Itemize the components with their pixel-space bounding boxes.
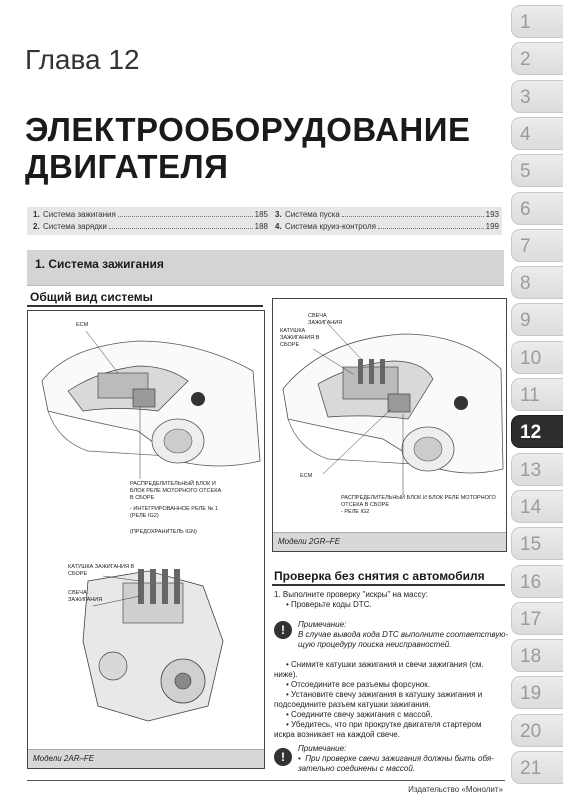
chapter-tab[interactable]: 21 xyxy=(511,751,563,784)
figure-caption: Модели 2AR–FE xyxy=(28,749,264,768)
coil-label: КАТУШКА ЗАЖИГАНИЯ В СБОРЕ xyxy=(280,328,320,348)
note-2-text: • При проверке свечи зажигания должны быть обя- зательно соединены с массой. xyxy=(298,754,494,773)
coil-label: КАТУШКА ЗАЖИГАНИЯ В СБОРЕ xyxy=(68,564,135,577)
chapter-tab[interactable]: 5 xyxy=(511,154,563,187)
chapter-tab[interactable]: 11 xyxy=(511,378,563,411)
figure-2gr-fe xyxy=(272,298,507,552)
toc-item[interactable]: 4. Система круиз-контроля 199 xyxy=(275,222,499,231)
note-1-title: Примечание: xyxy=(298,620,347,629)
chapter-tab[interactable]: 13 xyxy=(511,453,563,486)
ecm-label: ECM xyxy=(300,473,313,479)
bullet-text: • Снимите катушки зажигания и свечи зажигания (см. xyxy=(286,660,484,669)
overview-heading: Общий вид системы xyxy=(30,290,153,304)
bullet-text: ниже). xyxy=(274,670,298,679)
publisher: Издательство «Монолит» xyxy=(408,785,503,794)
chapter-tab[interactable]: 10 xyxy=(511,341,563,374)
chapter-tab[interactable]: 14 xyxy=(511,490,563,523)
chapter-label: Глава 12 xyxy=(25,44,140,75)
chapter-tabs xyxy=(511,0,565,800)
heading-underline xyxy=(27,305,263,307)
chapter-tab[interactable]: 19 xyxy=(511,676,563,709)
chapter-tab[interactable]: 6 xyxy=(511,192,563,225)
spark-plug-label: СВЕЧА ЗАЖИГАНИЯ xyxy=(308,313,343,326)
chapter-tab[interactable]: 9 xyxy=(511,303,563,336)
ecm-label: ECM xyxy=(76,322,89,328)
note-icon: ! xyxy=(274,748,292,766)
chapter-tab[interactable]: 16 xyxy=(511,565,563,598)
title-line-2: ДВИГАТЕЛЯ xyxy=(25,148,229,185)
note-1-text: В случае вывода кода DTC выполните соответствую- щую процедуру поиска неисправностей. xyxy=(298,630,509,649)
note-2-title: Примечание: xyxy=(298,744,347,753)
table-of-contents xyxy=(27,207,502,235)
check-heading: Проверка без снятия с автомобиля xyxy=(274,569,485,583)
figure-caption: Модели 2GR–FE xyxy=(273,532,506,551)
section-heading-bar xyxy=(27,250,504,286)
chapter-tab[interactable]: 7 xyxy=(511,229,563,262)
relay-block-label: РАСПРЕДЕЛИТЕЛЬНЫЙ БЛОК И БЛОК РЕЛЕ МОТОРНОГО ОТСЕКА В СБОРЕ - РЕЛЕ IG2 xyxy=(341,495,496,515)
chapter-tab[interactable]: 1 xyxy=(511,5,563,38)
footer-divider xyxy=(27,780,505,781)
chapter-tab[interactable]: 3 xyxy=(511,80,563,113)
note-icon: ! xyxy=(274,621,292,639)
spark-plug-label: СВЕЧА ЗАЖИГАНИЯ xyxy=(68,590,103,603)
toc-item[interactable]: 3. Система пуска 193 xyxy=(275,210,499,219)
bullet-text: • Убедитесь, что при прокрутке двигателя стартером xyxy=(286,720,482,729)
bullet-text: • Соедините свечу зажигания с массой. xyxy=(286,710,433,719)
chapter-tab[interactable]: 8 xyxy=(511,266,563,299)
step-1-bullet: • Проверьте коды DTC. xyxy=(286,600,372,609)
toc-item[interactable]: 1. Система зажигания 185 xyxy=(33,210,268,219)
title-line-1: ЭЛЕКТРООБОРУДОВАНИЕ xyxy=(25,111,471,148)
chapter-tab[interactable]: 18 xyxy=(511,639,563,672)
toc-item[interactable]: 2. Система зарядки 188 xyxy=(33,222,268,231)
section-title: 1. Система зажигания xyxy=(35,257,164,271)
fuse-ign-label: (ПРЕДОХРАНИТЕЛЬ IGN) xyxy=(130,529,197,535)
page-title xyxy=(25,111,485,185)
bullet-text: • Отсоедините все разъемы форсунок. xyxy=(286,680,431,689)
figure-2ar-fe xyxy=(27,310,265,769)
bullet-text: подсоедините разъем катушки зажигания. xyxy=(274,700,431,709)
relay-ig2-label: - ИНТЕГРИРОВАННОЕ РЕЛЕ № 1 (РЕЛЕ IG2) xyxy=(130,506,218,519)
bullet-text: искра возникает на каждой свече. xyxy=(274,730,400,739)
chapter-tab[interactable]: 12 xyxy=(511,415,563,448)
chapter-tab[interactable]: 15 xyxy=(511,527,563,560)
chapter-tab[interactable]: 20 xyxy=(511,714,563,747)
step-1: 1. Выполните проверку "искры" на массу: xyxy=(274,590,428,599)
chapter-tab[interactable]: 17 xyxy=(511,602,563,635)
relay-block-label: РАСПРЕДЕЛИТЕЛЬНЫЙ БЛОК И БЛОК РЕЛЕ МОТОРНОГО ОТСЕКА В СБОРЕ xyxy=(130,481,222,501)
heading-underline xyxy=(272,584,505,586)
chapter-tab[interactable]: 4 xyxy=(511,117,563,150)
bullet-text: • Установите свечу зажигания в катушку зажигания и xyxy=(286,690,483,699)
chapter-tab[interactable]: 2 xyxy=(511,42,563,75)
